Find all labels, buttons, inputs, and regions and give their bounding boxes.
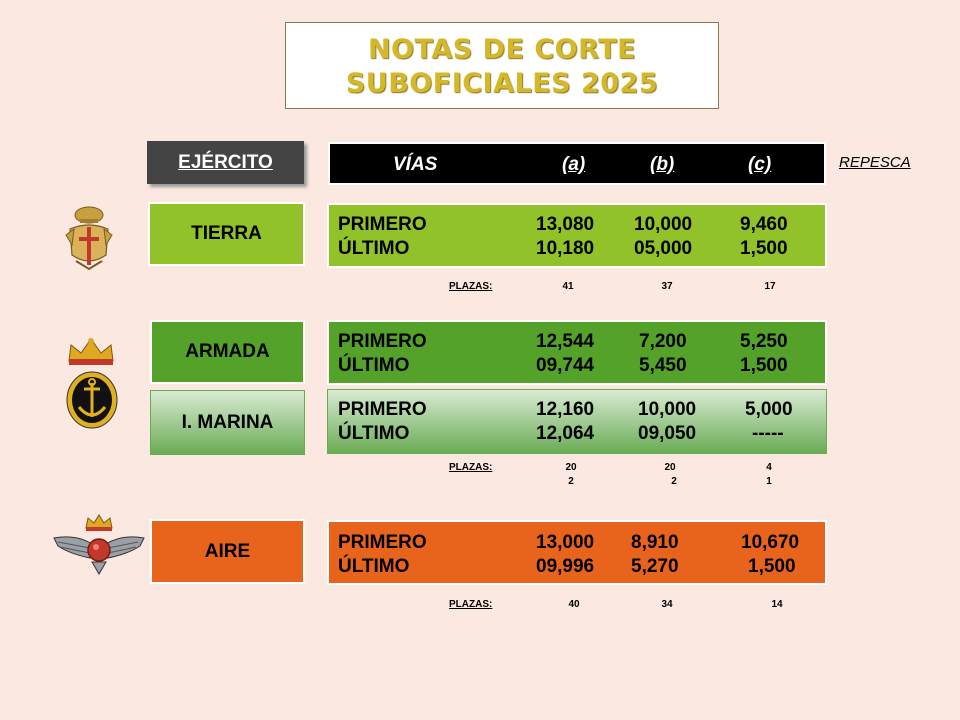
col-b-header: (b) <box>650 154 675 175</box>
col-a-header: (a) <box>562 154 586 175</box>
marina-plazas-b: 2 <box>671 476 677 487</box>
armada-plazas-b: 20 <box>664 462 676 473</box>
armada-plazas-label: PLAZAS: <box>449 462 493 473</box>
tierra-row2-b: 05,000 <box>634 238 693 259</box>
marina-plazas-c: 1 <box>766 476 772 487</box>
armada-row2-label: ÚLTIMO <box>338 355 410 376</box>
armada-plazas-a: 20 <box>565 462 577 473</box>
aire-row1-c: 10,670 <box>741 532 800 553</box>
aire-row2-label: ÚLTIMO <box>338 556 410 577</box>
marina-row1-label: PRIMERO <box>338 399 427 420</box>
armada-row1-a: 12,544 <box>536 331 595 352</box>
tierra-row1-label: PRIMERO <box>338 214 427 235</box>
tierra-row2-a: 10,180 <box>536 238 595 259</box>
title-line-2: SUBOFICIALES 2025 <box>345 68 659 99</box>
branch-tierra: TIERRA <box>148 202 305 266</box>
army-emblem-icon <box>62 205 116 271</box>
aire-scores <box>327 520 827 585</box>
navy-emblem-icon <box>63 335 119 430</box>
armada-row1-b: 7,200 <box>639 331 687 352</box>
vias-label: VÍAS <box>393 154 438 175</box>
marina-row2-a: 12,064 <box>536 423 595 444</box>
aire-row1-a: 13,000 <box>536 532 595 553</box>
aire-plazas-a: 40 <box>568 599 580 610</box>
aire-row2-a: 09,996 <box>536 556 595 577</box>
tierra-plazas-a: 41 <box>562 281 574 292</box>
tierra-row2-c: 1,500 <box>740 238 788 259</box>
armada-row2-c: 1,500 <box>740 355 788 376</box>
title-box <box>285 22 719 109</box>
aire-row1-b: 8,910 <box>631 532 679 553</box>
aire-row2-c: 1,500 <box>748 556 796 577</box>
marina-scores <box>327 389 827 454</box>
marina-row2-c: ----- <box>752 423 784 444</box>
tierra-row2-label: ÚLTIMO <box>338 238 410 259</box>
marina-row2-label: ÚLTIMO <box>338 423 410 444</box>
armada-row1-c: 5,250 <box>740 331 788 352</box>
tierra-row1-c: 9,460 <box>740 214 788 235</box>
armada-row2-a: 09,744 <box>536 355 595 376</box>
title-line-1: NOTAS DE CORTE <box>367 34 637 65</box>
armada-scores <box>327 320 827 385</box>
marina-row1-b: 10,000 <box>638 399 697 420</box>
armada-row2-b: 5,450 <box>639 355 687 376</box>
tierra-plazas-b: 37 <box>661 281 673 292</box>
tierra-plazas-c: 17 <box>764 281 776 292</box>
tierra-plazas-label: PLAZAS: <box>449 281 493 292</box>
branch-armada: ARMADA <box>150 320 305 384</box>
aire-row1-label: PRIMERO <box>338 532 427 553</box>
armada-row1-label: PRIMERO <box>338 331 427 352</box>
ejercito-header: EJÉRCITO <box>147 141 304 184</box>
aire-plazas-label: PLAZAS: <box>449 599 493 610</box>
marina-row2-b: 09,050 <box>638 423 697 444</box>
branch-marina: I. MARINA <box>150 390 305 455</box>
branch-aire: AIRE <box>150 519 305 584</box>
marina-plazas-a: 2 <box>568 476 574 487</box>
tierra-row1-b: 10,000 <box>634 214 693 235</box>
col-c-header: (c) <box>748 154 772 175</box>
aire-plazas-c: 14 <box>771 599 783 610</box>
aire-plazas-b: 34 <box>661 599 673 610</box>
armada-plazas-c: 4 <box>766 462 772 473</box>
tierra-row1-a: 13,080 <box>536 214 595 235</box>
marina-row1-c: 5,000 <box>745 399 793 420</box>
vias-header <box>328 142 826 185</box>
tierra-scores <box>327 203 827 268</box>
aire-row2-b: 5,270 <box>631 556 679 577</box>
marina-row1-a: 12,160 <box>536 399 595 420</box>
repesca-label: REPESCA <box>839 154 911 171</box>
air-force-emblem-icon <box>52 514 146 576</box>
